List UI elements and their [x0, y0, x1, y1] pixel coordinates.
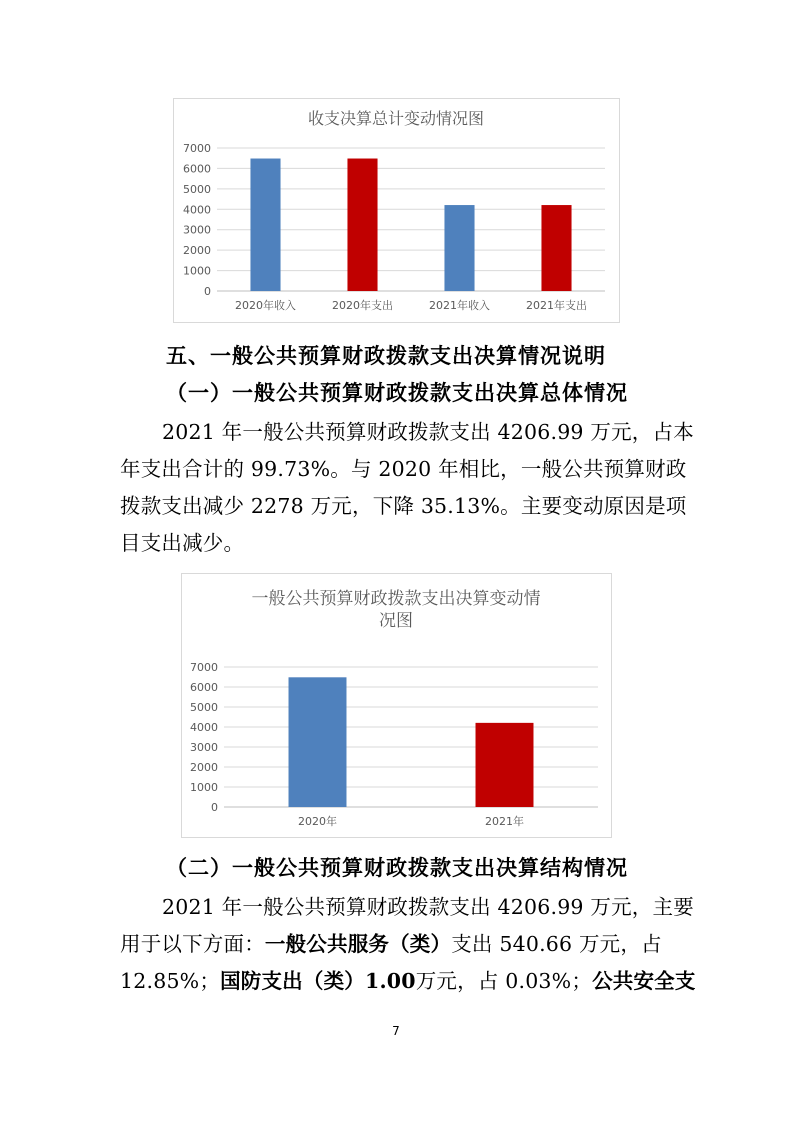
x-category-label: 2021年支出	[526, 299, 587, 312]
x-category-label: 2020年收入	[235, 299, 296, 312]
chart-title-line2: 况图	[379, 611, 413, 631]
paragraph-structure	[120, 889, 696, 1000]
text-span: 支出 540.66 万元，占	[451, 932, 662, 956]
bar-1	[250, 159, 280, 291]
bar-3	[444, 205, 474, 291]
x-category-label: 2021年收入	[429, 299, 490, 312]
y-tick-label: 2000	[190, 761, 218, 774]
subsection-heading-2: （二）一般公共预算财政拨款支出决算结构情况	[166, 855, 628, 880]
y-tick-label: 3000	[190, 741, 218, 754]
x-category-label: 2021年	[485, 815, 524, 828]
bar-4	[541, 205, 571, 291]
fiscal-appropriation-chart	[181, 573, 612, 838]
x-category-label: 2020年	[298, 815, 337, 828]
y-tick-label: 7000	[183, 142, 211, 155]
subsection-heading-1: （一）一般公共预算财政拨款支出决算总体情况	[166, 380, 628, 405]
text-line	[120, 963, 696, 1000]
text-line: 拨款支出减少 2278 万元，下降 35.13%。主要变动原因是项	[120, 494, 687, 518]
text-line: 2021 年一般公共预算财政拨款支出 4206.99 万元，主要	[162, 895, 694, 919]
y-tick-label: 3000	[183, 223, 211, 237]
text-line: 年支出合计的 99.73%。与 2020 年相比，一般公共预算财政	[120, 457, 687, 481]
paragraph-overall	[120, 414, 694, 562]
bar-1	[289, 677, 347, 807]
y-tick-label: 5000	[183, 182, 211, 196]
y-tick-label: 6000	[190, 681, 218, 694]
text-span: 12.85%；	[120, 969, 221, 993]
bar-2	[347, 159, 377, 291]
chart-title-line1: 一般公共预算财政拨款支出决算变动情	[251, 589, 541, 609]
fiscal-appropriation-chart-svg	[182, 574, 611, 837]
y-tick-label: 1000	[183, 264, 211, 278]
text-line	[120, 926, 680, 963]
y-tick-label: 0	[204, 285, 211, 298]
y-tick-label: 5000	[190, 701, 218, 714]
text-span: 万元，占 0.03%；	[415, 969, 593, 993]
page-number: 7	[392, 1024, 400, 1038]
x-category-label: 2020年支出	[332, 299, 393, 312]
y-tick-label: 4000	[183, 203, 211, 217]
income-expenditure-chart	[173, 98, 620, 323]
category-general-public-services: 一般公共服务（类）	[264, 932, 452, 956]
category-public-security: 公共安全支	[592, 969, 696, 993]
income-expenditure-chart-svg	[174, 99, 619, 322]
section-heading-5: 五、一般公共预算财政拨款支出决算情况说明	[166, 343, 606, 368]
bar-2	[476, 723, 534, 807]
y-tick-label: 7000	[190, 661, 218, 674]
y-tick-label: 1000	[190, 781, 218, 794]
text-line: 目支出减少。	[120, 531, 245, 555]
text-span: 用于以下方面：	[120, 932, 265, 956]
y-tick-label: 6000	[183, 162, 211, 176]
y-tick-label: 2000	[183, 244, 211, 258]
y-tick-label: 4000	[190, 721, 218, 734]
y-tick-label: 0	[211, 801, 218, 814]
category-national-defense: 国防支出（类）1.00	[220, 969, 416, 993]
chart-title: 收支决算总计变动情况图	[307, 109, 485, 128]
text-line: 2021 年一般公共预算财政拨款支出 4206.99 万元，占本	[162, 420, 694, 444]
